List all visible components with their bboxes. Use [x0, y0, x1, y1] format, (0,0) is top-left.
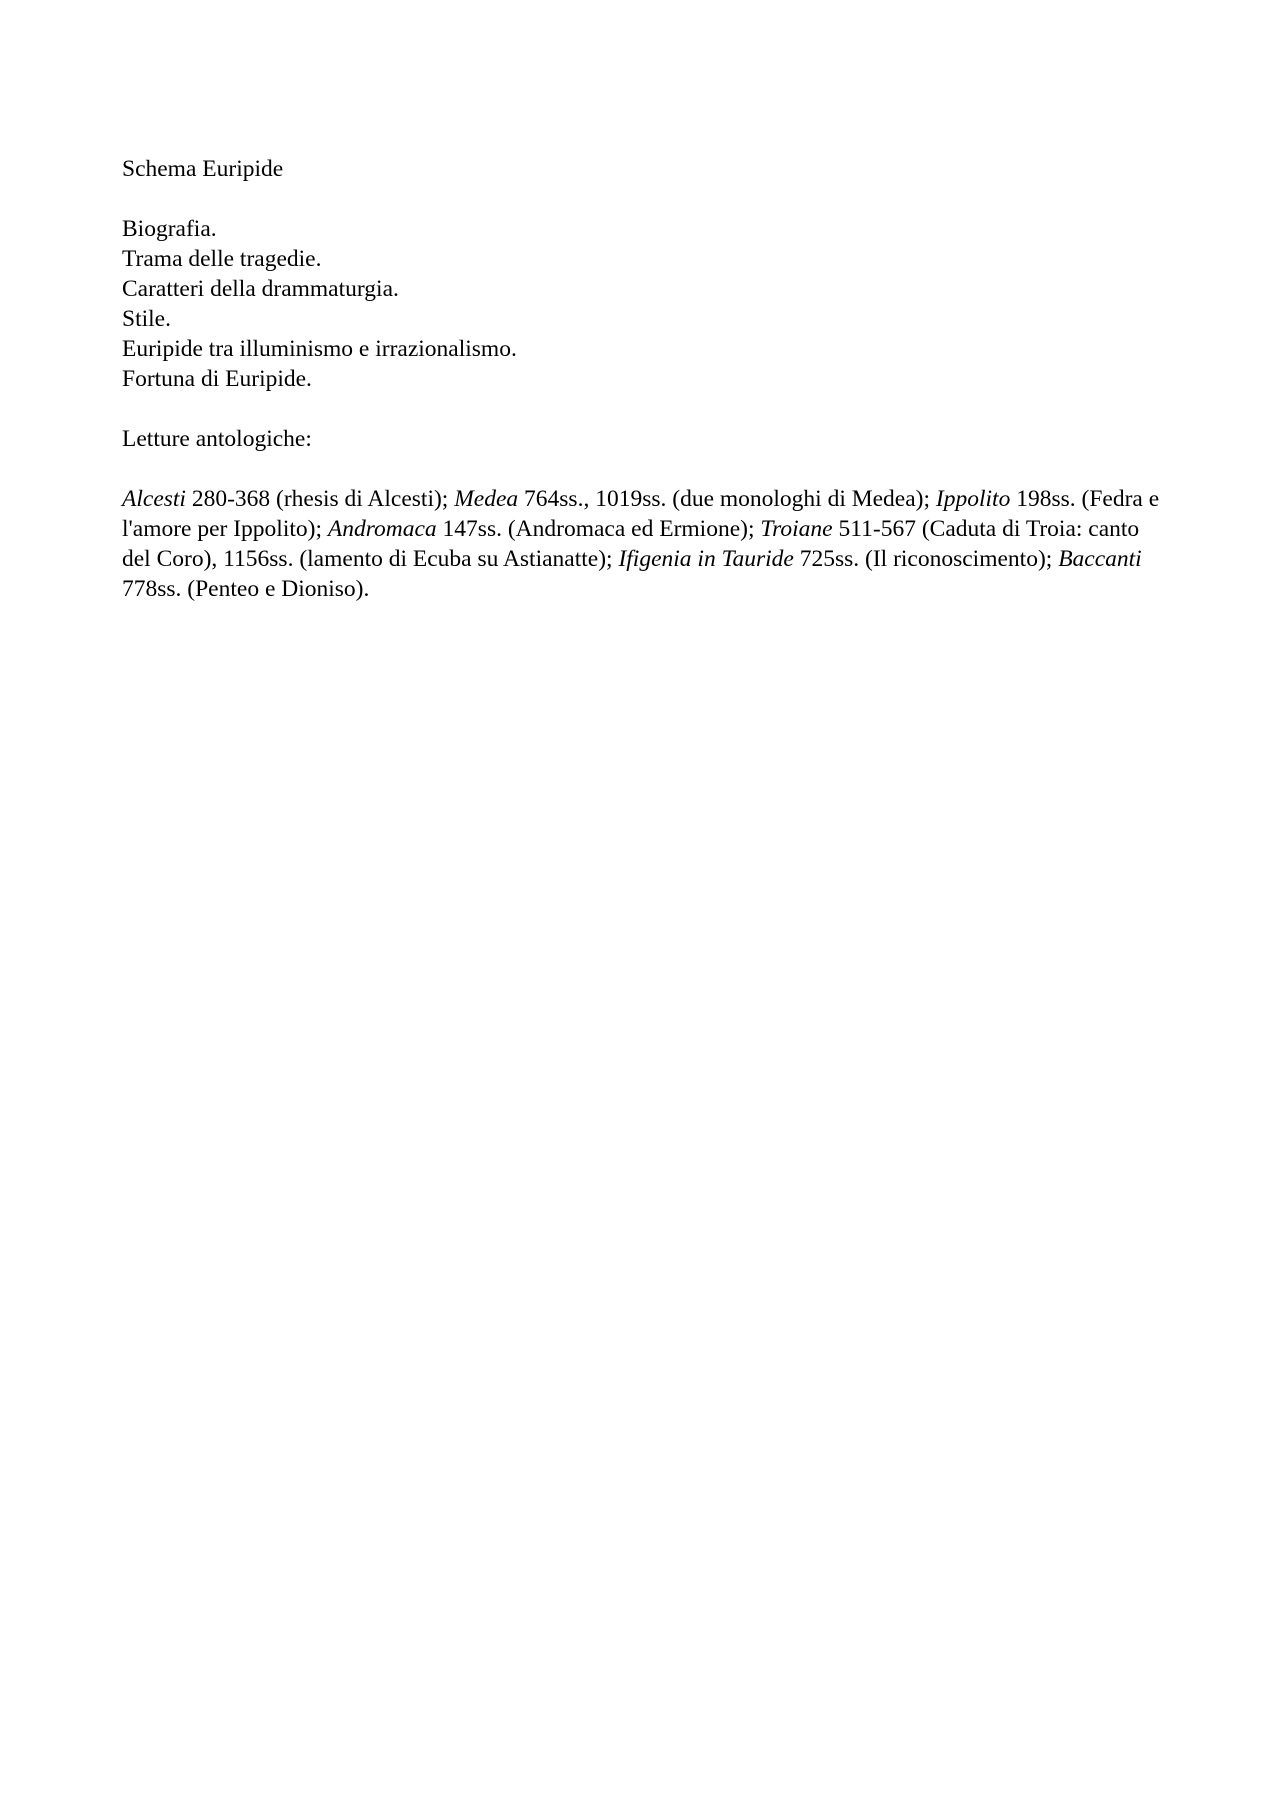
document-title: Schema Euripide: [122, 156, 284, 182]
document-body: [122, 154, 1172, 604]
reading-passage: 511-567 (Caduta di Troia: canto del Coro), 1156ss. (lamento di Ecuba su Astianatte);: [122, 516, 1140, 572]
outline-item: Trama delle tragedie.: [122, 246, 322, 272]
reading-work-title: Ifigenia in Tauride: [618, 546, 794, 572]
outline-item: Fortuna di Euripide.: [122, 366, 312, 392]
reading-passage: 280-368 (rhesis di Alcesti);: [185, 486, 455, 512]
outline-item: Euripide tra illuminismo e irrazionalismo.: [122, 336, 517, 362]
outline-list: [122, 214, 1172, 394]
reading-passage: 778ss. (Penteo e Dioniso).: [122, 576, 370, 602]
reading-passage: 764ss., 1019ss. (due monologhi di Medea);: [518, 486, 936, 512]
reading-work-title: Baccanti: [1058, 546, 1142, 572]
readings-heading: Letture antologiche:: [122, 426, 312, 452]
reading-work-title: Troiane: [760, 516, 833, 542]
reading-work-title: Alcesti: [122, 486, 186, 512]
outline-item: Stile.: [122, 306, 171, 332]
readings-paragraph: [122, 484, 1172, 604]
outline-item: Caratteri della drammaturgia.: [122, 276, 399, 302]
reading-passage: 725ss. (Il riconoscimento);: [793, 546, 1059, 572]
reading-passage: 198ss. (Fedra e l'amore per Ippolito);: [122, 486, 1160, 542]
reading-passage: 147ss. (Andromaca ed Ermione);: [436, 516, 761, 542]
reading-work-title: Medea: [454, 486, 519, 512]
reading-work-title: Ippolito: [935, 486, 1011, 512]
outline-item: Biografia.: [122, 216, 217, 242]
reading-work-title: Andromaca: [327, 516, 437, 542]
